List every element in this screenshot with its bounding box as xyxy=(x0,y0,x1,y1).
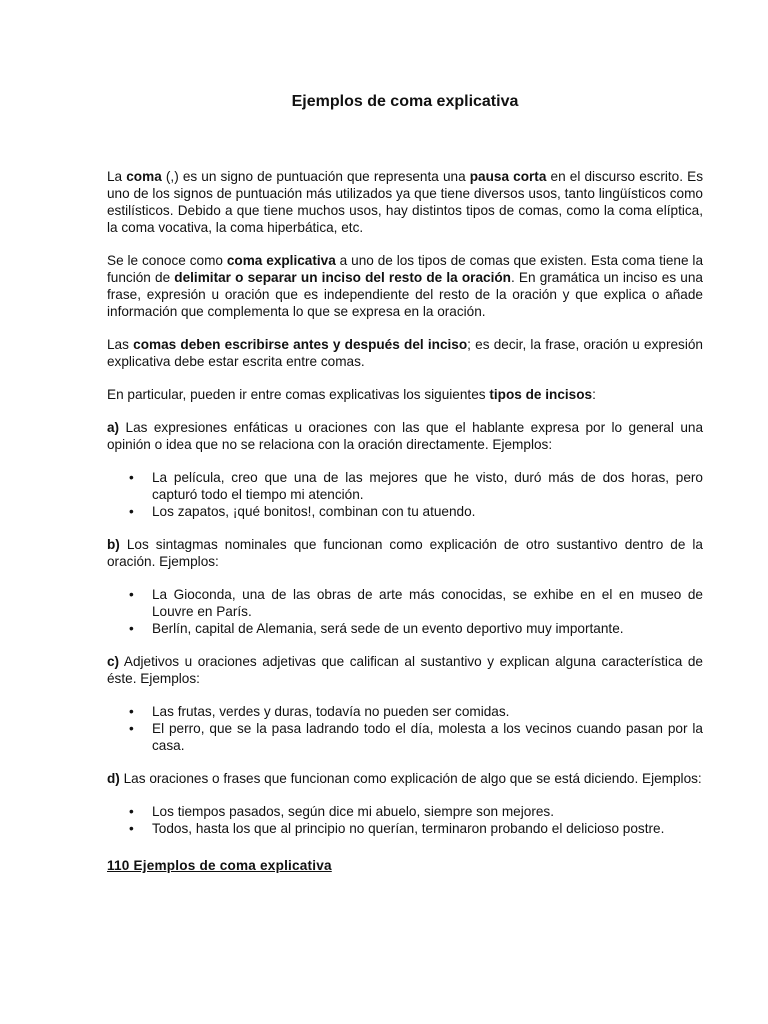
bold-run: tipos de incisos xyxy=(489,387,593,402)
list-item xyxy=(129,503,703,520)
text-run: Se le conoce como xyxy=(107,253,227,268)
text-run: en el discurso escrito. Es uno de los signos de puntuación más utilizados ya que tiene diversos usos, tanto lingüísticos como estilísticos. Debido a que tiene muchos usos, hay distintos tipos de comas, como la coma elíptica, la coma vocativa, la coma hiperbática, etc. xyxy=(107,169,703,235)
bullet-icon: • xyxy=(129,470,134,485)
list-item xyxy=(129,620,703,637)
text-run: (,) es un signo de puntuación que representa una xyxy=(161,169,470,184)
example-text: Todos, hasta los que al principio no querían, terminaron probando el delicioso postre. xyxy=(152,821,665,836)
example-text: Berlín, capital de Alemania, será sede de un evento deportivo muy importante. xyxy=(152,621,624,636)
text-run: ; es decir, la frase, oración u expresión explicativa debe estar escrita entre comas. xyxy=(107,337,703,369)
document-title: Ejemplos de coma explicativa xyxy=(291,93,519,110)
section-label: d) xyxy=(107,771,120,786)
paragraph-rule xyxy=(107,336,703,370)
text-run: La xyxy=(107,169,127,184)
section-text: Las expresiones enfáticas u oraciones con las que el hablante expresa por lo general una opinión o idea que no se relaciona con la oración directamente. Ejemplos: xyxy=(107,420,703,452)
bold-run: pausa corta xyxy=(469,169,547,184)
section-c-examples xyxy=(107,703,703,754)
example-text: El perro, que se la pasa ladrando todo el día, molesta a los vecinos cuando pasan por la casa. xyxy=(152,721,703,753)
more-examples-link[interactable]: 110 Ejemplos de coma explicativa xyxy=(107,858,332,873)
list-item xyxy=(129,469,703,503)
bullet-icon: • xyxy=(129,821,134,836)
bullet-icon: • xyxy=(129,721,134,736)
section-text: Las oraciones o frases que funcionan como explicación de algo que se está diciendo. Ejemplos: xyxy=(119,771,702,786)
bullet-icon: • xyxy=(129,587,134,602)
bullet-icon: • xyxy=(129,804,134,819)
section-c-description xyxy=(107,653,703,687)
section-label: b) xyxy=(107,537,120,552)
section-d-description xyxy=(107,770,703,787)
bold-run: comas deben escribirse antes y después del inciso xyxy=(133,337,468,352)
section-a-examples xyxy=(107,469,703,520)
section-d-examples xyxy=(107,803,703,837)
list-item xyxy=(129,703,703,720)
example-text: La Gioconda, una de las obras de arte más conocidas, se exhibe en el en museo de Louvre en París. xyxy=(152,587,703,619)
example-text: La película, creo que una de las mejores que he visto, duró más de dos horas, pero capturó todo el tiempo mi atención. xyxy=(152,470,703,502)
text-run: a uno de los tipos de comas que existen. Esta coma tiene la función de xyxy=(107,253,704,285)
text-run: En particular, pueden ir entre comas explicativas los siguientes xyxy=(107,387,490,402)
list-item xyxy=(129,820,703,837)
example-text: Las frutas, verdes y duras, todavía no pueden ser comidas. xyxy=(152,704,510,719)
bullet-icon: • xyxy=(129,621,134,636)
section-b-examples xyxy=(107,586,703,637)
section-a-description xyxy=(107,419,703,453)
paragraph-coma-explicativa xyxy=(107,252,703,320)
document-page xyxy=(107,92,703,874)
list-item xyxy=(129,803,703,820)
bullet-icon: • xyxy=(129,704,134,719)
text-run: . En gramática un inciso es una frase, expresión u oración que es independiente del resto de la oración y que explica o añade información que complementa lo que se expresa en la oración. xyxy=(107,270,703,319)
section-label: a) xyxy=(107,420,120,435)
bullet-icon: • xyxy=(129,504,134,519)
text-run: Las xyxy=(107,337,134,352)
example-text: Los tiempos pasados, según dice mi abuelo, siempre son mejores. xyxy=(152,804,554,819)
section-text: Adjetivos u oraciones adjetivas que califican al sustantivo y explican alguna característica de éste. Ejemplos: xyxy=(107,654,703,686)
section-label: c) xyxy=(107,654,120,669)
section-b-description xyxy=(107,536,703,570)
list-item xyxy=(129,586,703,620)
intro-paragraph-coma xyxy=(107,168,703,236)
bold-run: coma explicativa xyxy=(226,253,336,268)
list-item xyxy=(129,720,703,754)
paragraph-tipos-intro xyxy=(107,386,703,403)
bold-run: delimitar o separar un inciso del resto de la oración xyxy=(174,270,511,285)
section-text: Los sintagmas nominales que funcionan como explicación de otro sustantivo dentro de la oración. Ejemplos: xyxy=(107,537,703,569)
bold-run: coma xyxy=(126,169,162,184)
text-run: : xyxy=(592,387,596,402)
example-text: Los zapatos, ¡qué bonitos!, combinan con tu atuendo. xyxy=(152,504,476,519)
